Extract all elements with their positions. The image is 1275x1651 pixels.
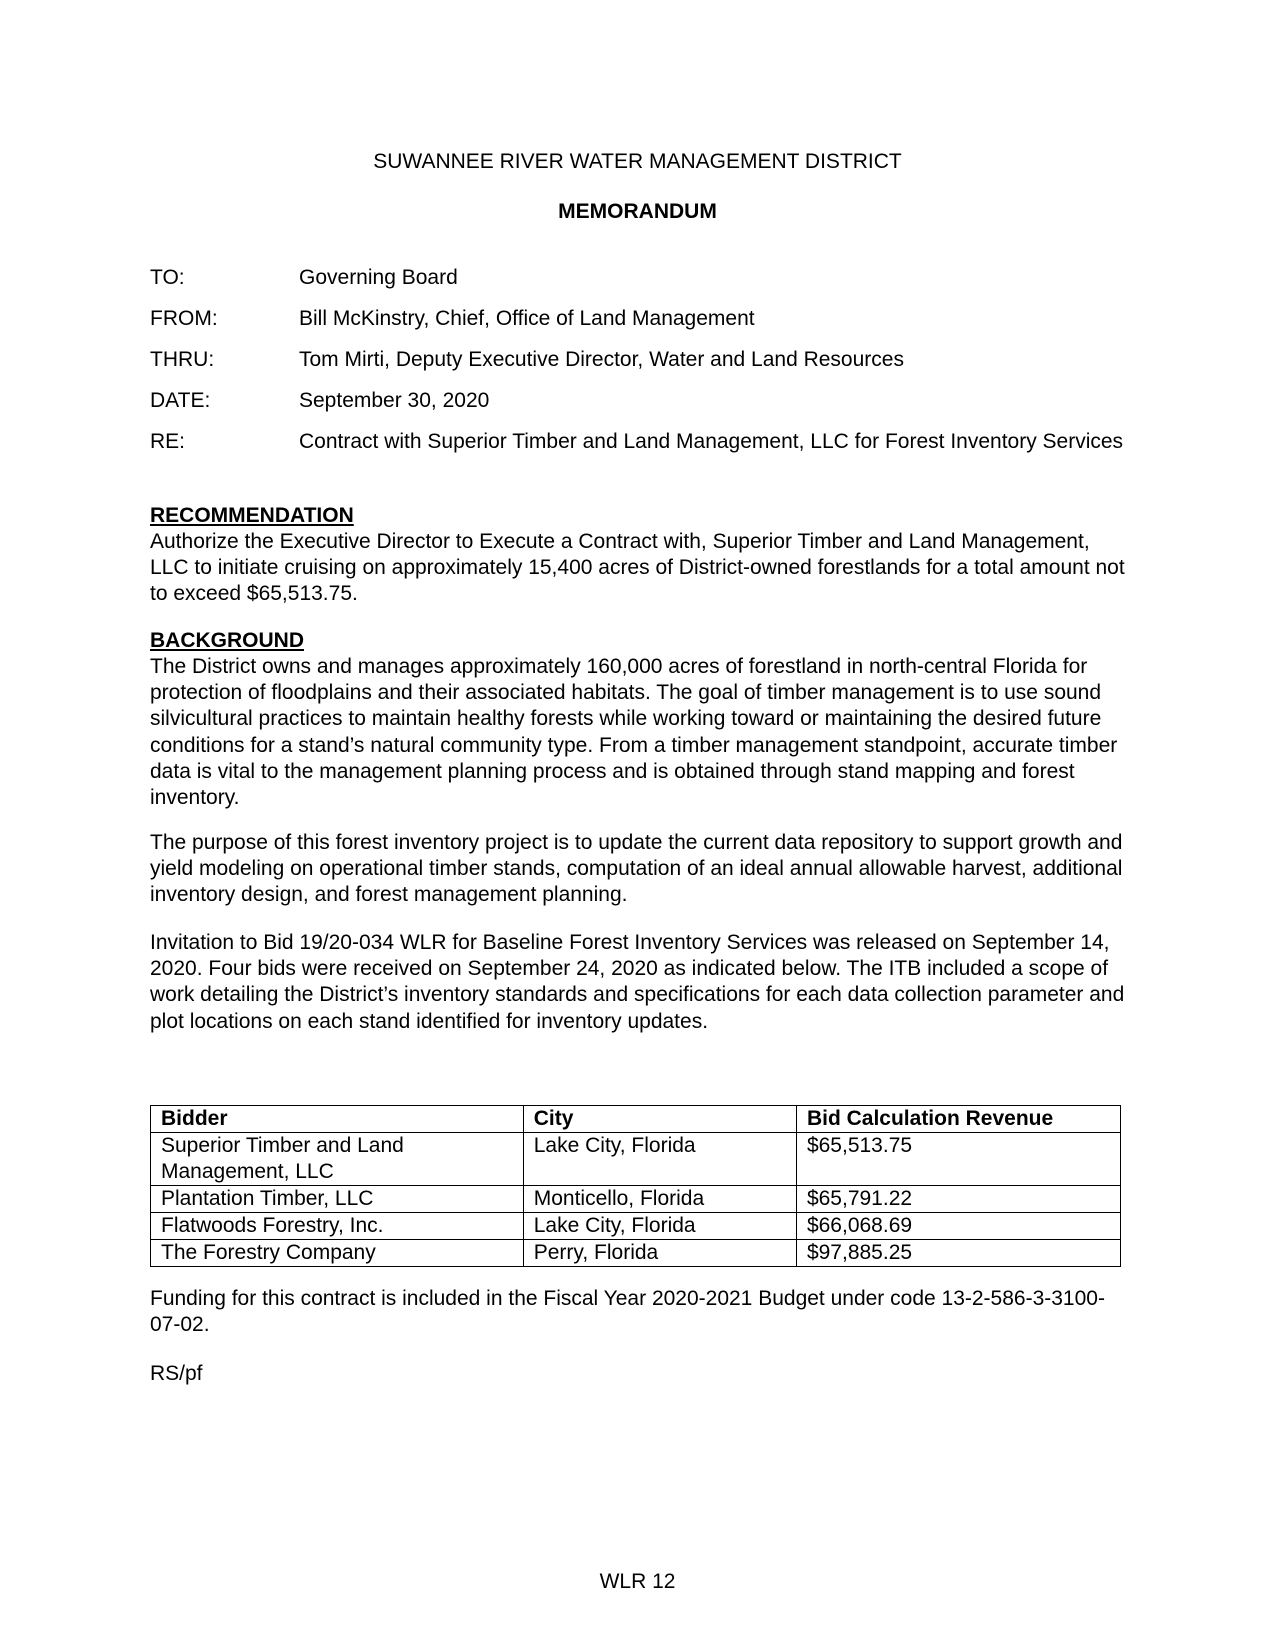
initials: RS/pf bbox=[150, 1362, 203, 1385]
city-cell: Lake City, Florida bbox=[523, 1213, 796, 1240]
bid-table-header-row bbox=[151, 1106, 1121, 1133]
city-cell: Lake City, Florida bbox=[523, 1133, 796, 1186]
revenue-cell: $66,068.69 bbox=[796, 1213, 1120, 1240]
thru-value: Tom Mirti, Deputy Executive Director, Water and Land Resources bbox=[299, 348, 904, 371]
date-value: September 30, 2020 bbox=[299, 389, 490, 412]
page-footer: WLR 12 bbox=[599, 1570, 676, 1593]
from-label: FROM: bbox=[150, 307, 218, 330]
background-paragraph-3: Invitation to Bid 19/20-034 WLR for Baseline Forest Inventory Services was released on September 14, 2020. Four bids were received on September 24, 2020 as indicated below. The ITB included a scope of work detailing the District’s inventory standards and specifications for each data collection parameter and plot locations on each stand identified for inventory updates. bbox=[150, 931, 1125, 1033]
re-value: Contract with Superior Timber and Land Management, LLC for Forest Inventory Services bbox=[299, 430, 1124, 453]
funding-text: Funding for this contract is included in the Fiscal Year 2020-2021 Budget under code 13-2-586-3-3100-07-02. bbox=[150, 1287, 1105, 1337]
background-paragraph-1: The District owns and manages approximately 160,000 acres of forestland in north-central Florida for protection of floodplains and their associated habitats. The goal of timber management is to use sound silvicultural practices to maintain healthy forests while working toward or maintaining the desired future conditions for a stand’s natural community type. From a timber management standpoint, accurate timber data is vital to the management planning process and is obtained through stand mapping and forest inventory. bbox=[150, 655, 1118, 810]
background-heading: BACKGROUND bbox=[150, 629, 304, 652]
bidder-cell: The Forestry Company bbox=[151, 1240, 524, 1267]
header-bid-revenue: Bid Calculation Revenue bbox=[796, 1106, 1120, 1133]
bid-table bbox=[150, 1105, 1121, 1267]
recommendation-heading: RECOMMENDATION bbox=[150, 504, 354, 527]
background-paragraph-2: The purpose of this forest inventory project is to update the current data repository to support growth and yield modeling on operational timber stands, computation of an ideal annual allowable harvest, additional inventory design, and forest management planning. bbox=[150, 831, 1123, 907]
city-cell: Monticello, Florida bbox=[523, 1186, 796, 1213]
header-city: City bbox=[523, 1106, 796, 1133]
bidder-cell: Plantation Timber, LLC bbox=[151, 1186, 524, 1213]
re-label: RE: bbox=[150, 430, 186, 453]
date-label: DATE: bbox=[150, 389, 211, 412]
revenue-cell: $97,885.25 bbox=[796, 1240, 1120, 1267]
table-row bbox=[151, 1186, 1121, 1213]
recommendation-text: Authorize the Executive Director to Execute a Contract with, Superior Timber and Land Management, LLC to initiate cruising on approximately 15,400 acres of District-owned forestlands for a total amount not to exceed $65,513.75. bbox=[150, 530, 1125, 606]
agency-name: SUWANNEE RIVER WATER MANAGEMENT DISTRICT bbox=[373, 150, 902, 173]
revenue-cell: $65,791.22 bbox=[796, 1186, 1120, 1213]
to-value: Governing Board bbox=[299, 266, 458, 289]
city-cell: Perry, Florida bbox=[523, 1240, 796, 1267]
bidder-cell: Flatwoods Forestry, Inc. bbox=[151, 1213, 524, 1240]
bidder-cell: Superior Timber and Land Management, LLC bbox=[151, 1133, 524, 1186]
revenue-cell: $65,513.75 bbox=[796, 1133, 1120, 1186]
from-value: Bill McKinstry, Chief, Office of Land Management bbox=[299, 307, 755, 330]
memo-title: MEMORANDUM bbox=[558, 200, 717, 223]
to-label: TO: bbox=[150, 266, 185, 289]
header-bidder: Bidder bbox=[151, 1106, 524, 1133]
table-row bbox=[151, 1213, 1121, 1240]
table-row bbox=[151, 1133, 1121, 1186]
thru-label: THRU: bbox=[150, 348, 215, 371]
table-row bbox=[151, 1240, 1121, 1267]
